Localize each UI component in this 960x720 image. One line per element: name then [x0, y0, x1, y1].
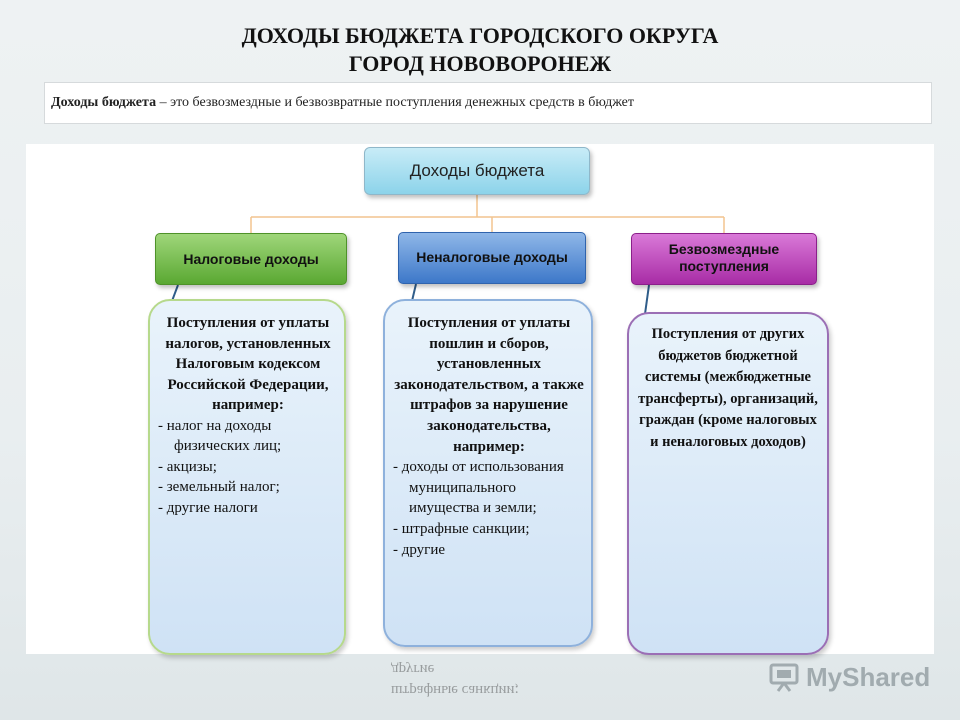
root-node-budget-revenue: Доходы бюджета: [364, 147, 590, 195]
projector-icon: [768, 662, 800, 692]
nontax-examples-list: [393, 457, 585, 560]
list-item: - налог на доходы физических лиц;: [158, 416, 338, 457]
tax-examples-list: [158, 416, 338, 519]
list-item: - доходы от использования муниципального имущества и земли;: [393, 457, 585, 519]
list-item: - другие: [393, 540, 585, 561]
link-gratuitous-desc: [645, 285, 649, 314]
nontax-revenue-description: [383, 299, 593, 647]
title-line-2: ГОРОД НОВОВОРОНЕЖ: [348, 51, 612, 76]
tax-revenue-description: [148, 299, 346, 655]
reflection-line: штрафные санкции;: [391, 682, 519, 698]
list-item: - другие налоги: [158, 498, 338, 519]
nontax-description-heading: Поступления от уплаты пошлин и сборов, установленных законодательством, а также штрафов за нарушение законодательства, например:: [394, 315, 584, 455]
category-gratuitous-receipts: Безвозмездные поступления: [631, 233, 817, 285]
list-item: - акцизы;: [158, 457, 338, 478]
definition-text: – это безвозмездные и безвозвратные поступления денежных средств в бюджет: [156, 95, 635, 110]
watermark-logo: [768, 660, 930, 694]
tax-description-heading: Поступления от уплаты налогов, установленных Налоговым кодексом Российской Федерации, например:: [165, 315, 331, 413]
category-nontax-revenue: Неналоговые доходы: [398, 232, 586, 284]
definition-term: Доходы бюджета: [51, 95, 157, 110]
list-item: - штрафные санкции;: [393, 519, 585, 540]
reflection-line: другие: [391, 661, 435, 678]
list-item: - земельный налог;: [158, 477, 338, 498]
gratuitous-receipts-description: [627, 312, 829, 655]
title-line-1: ДОХОДЫ БЮДЖЕТА ГОРОДСКОГО ОКРУГА: [241, 23, 719, 48]
watermark-text: MyShared: [806, 661, 931, 692]
category-tax-revenue: Налоговые доходы: [155, 233, 347, 285]
gratuitous-description-heading: Поступления от других бюджетов бюджетной системы (межбюджетные трансферты), организаций, граждан (кроме налоговых и неналоговых доходов): [638, 326, 818, 450]
